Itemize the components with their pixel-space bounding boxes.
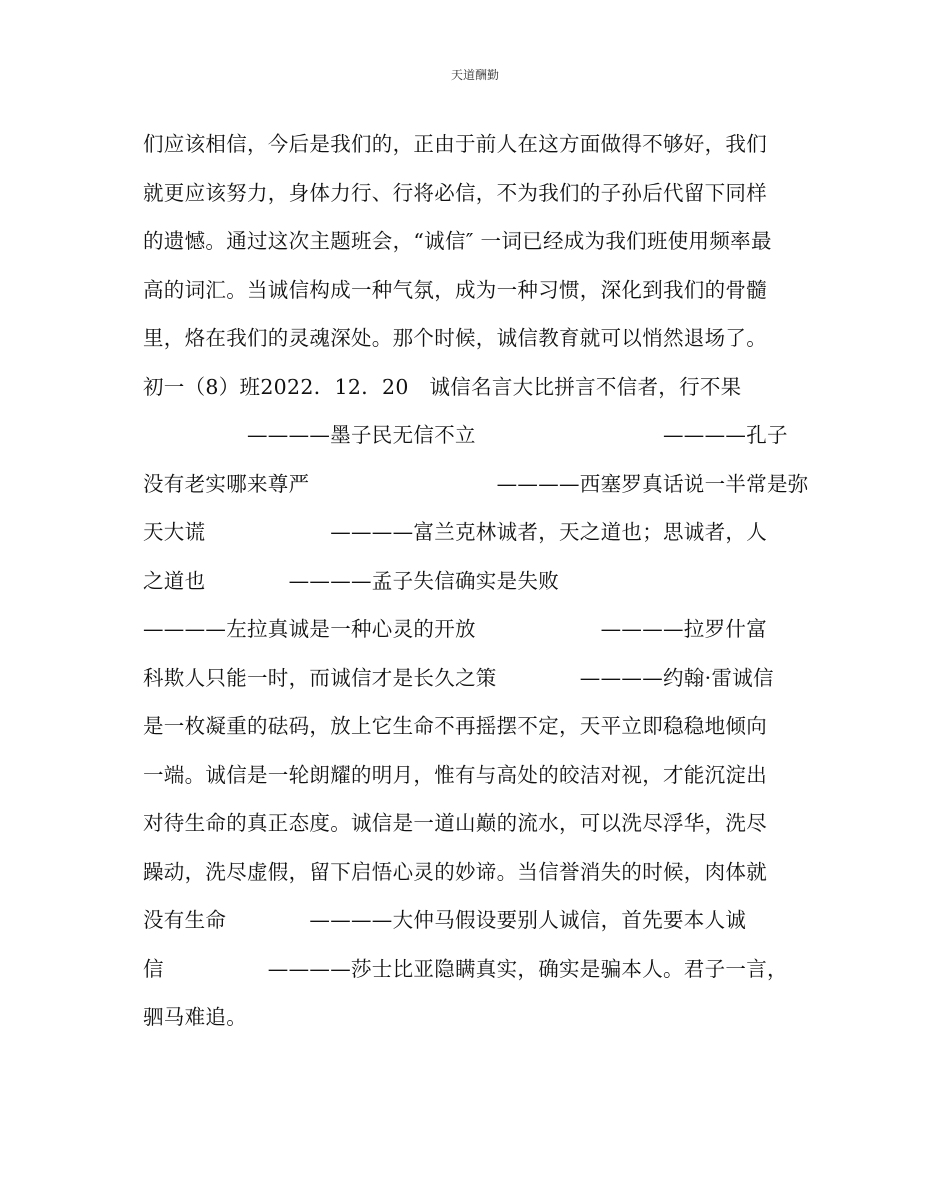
text-line: 的遗憾。通过这次主题班会，“诚信″ 一词已经成为我们班使用频率最 [143, 229, 772, 253]
text-line: 天大谎 ————富兰克林诚者，天之道也；思诚者，人 [143, 520, 767, 544]
text-line: 之道也 ————孟子失信确实是失败 [143, 568, 559, 593]
text-line: 驷马难追。 [143, 1005, 247, 1029]
text-line: 们应该相信，今后是我们的，正由于前人在这方面做得不够好，我们 [143, 132, 767, 156]
text-line: 对待生命的真正态度。诚信是一道山巅的流水，可以洗尽浮华，洗尽 [143, 811, 767, 835]
text-line: 科欺人只能一时，而诚信才是长久之策 ————约翰·雷诚信 [143, 665, 774, 690]
document-body [143, 120, 823, 1042]
text-line: 就更应该努力，身体力行、行将必信，不为我们的子孙后代留下同样 [143, 180, 767, 205]
text-line: ————墨子民无信不立 ————孔子 [143, 423, 788, 447]
text-line: 高的词汇。当诚信构成一种气氛，成为一种习惯，深化到我们的骨髓 [143, 277, 767, 302]
text-line: 信 ————莎士比亚隐瞒真实，确实是骗本人。君子一言， [143, 956, 788, 981]
text-line: 里，烙在我们的灵魂深处。那个时候，诚信教育就可以悄然退场了。 [143, 326, 767, 350]
text-line: 初一（8）班2022．12．20 诚信名言大比拼言不信者，行不果 [143, 374, 742, 399]
page-header: 天道酬勤 [450, 68, 499, 82]
text-line: ————左拉真诚是一种心灵的开放 ————拉罗什富 [143, 617, 767, 641]
text-line: 是一枚凝重的砝码，放上它生命不再摇摆不定，天平立即稳稳地倾向 [143, 714, 767, 738]
text-line: 没有老实哪来尊严 ————西塞罗真话说一半常是弥 [143, 471, 809, 496]
text-line: 一端。诚信是一轮朗耀的明月，惟有与高处的皎洁对视，才能沉淀出 [143, 762, 767, 787]
text-line: 没有生命 ————大仲马假设要别人诚信，首先要本人诚 [143, 908, 747, 932]
text-line: 躁动，洗尽虚假，留下启悟心灵的妙谛。当信誉消失的时候，肉体就 [143, 859, 767, 884]
